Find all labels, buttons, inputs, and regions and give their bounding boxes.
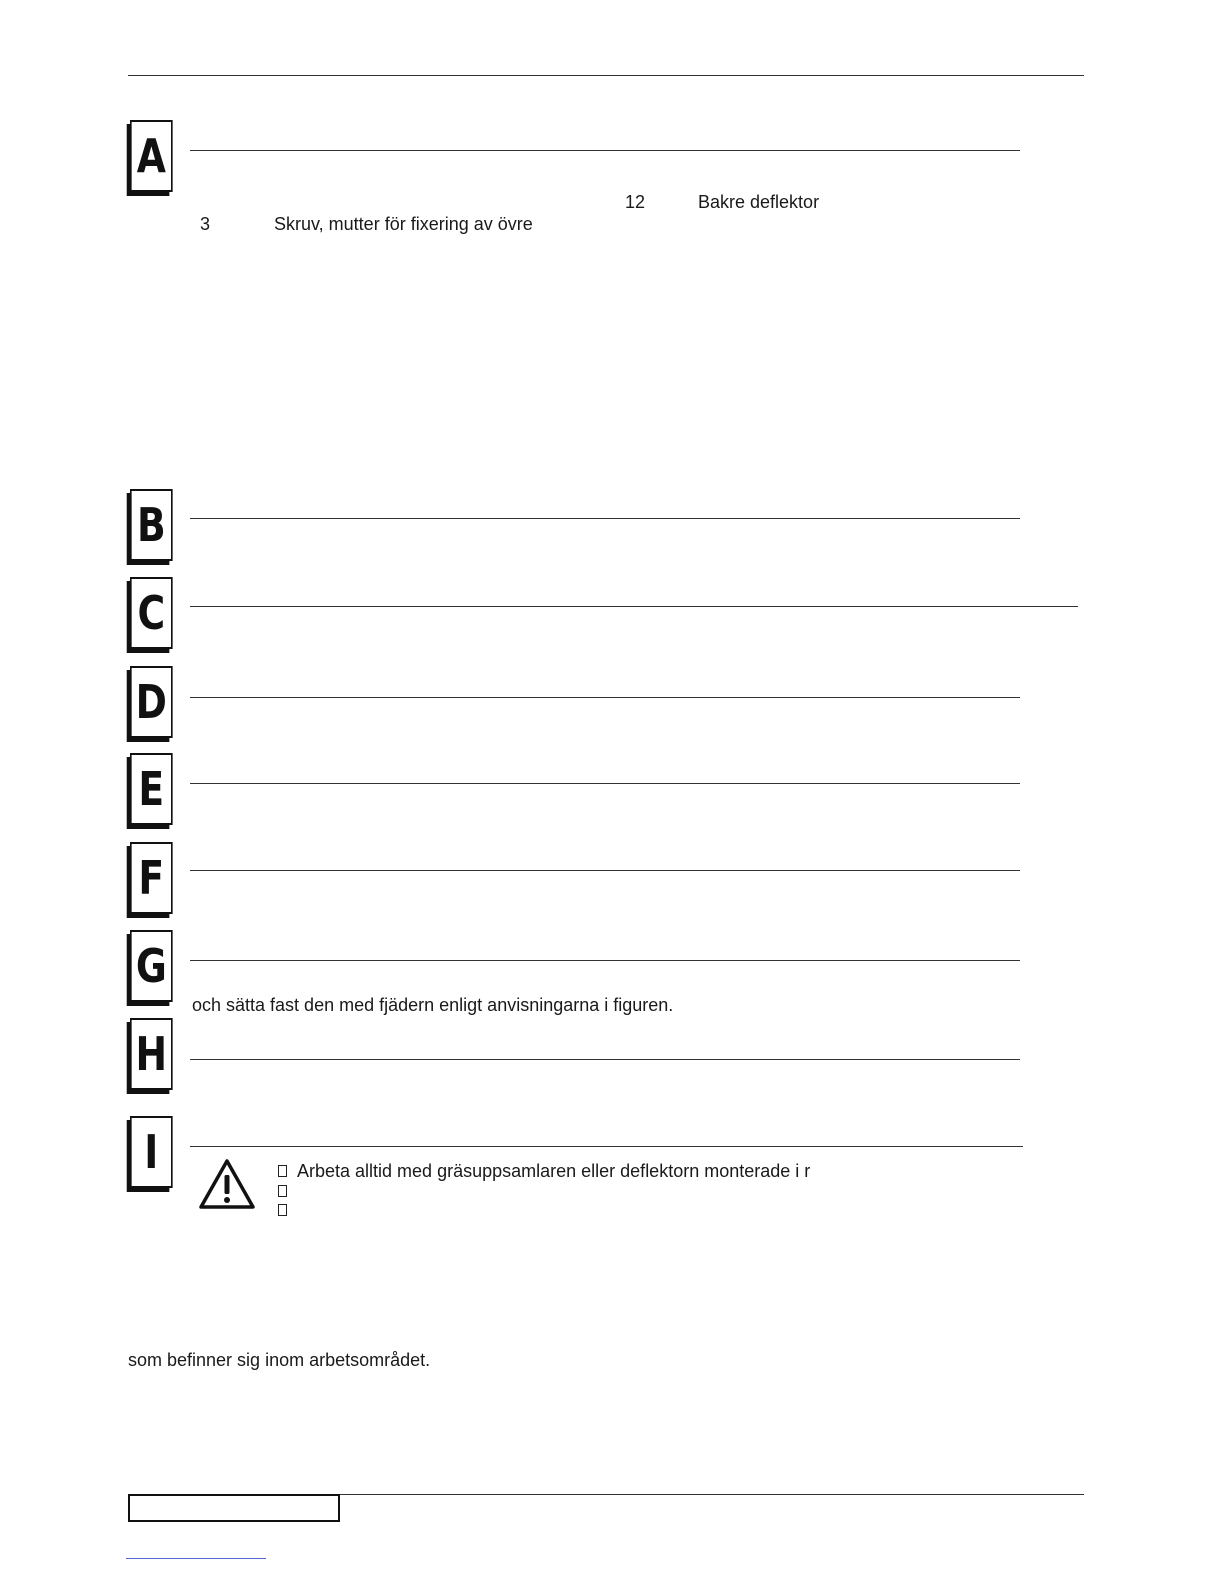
warning-triangle-icon <box>198 1158 256 1210</box>
section-badge-c: C <box>130 577 173 649</box>
section-badge-g: G <box>130 930 173 1002</box>
section-e-rule <box>190 783 1020 784</box>
section-badge-e: E <box>130 753 173 825</box>
work-area-text: som befinner sig inom arbetsområdet. <box>128 1350 431 1370</box>
item-12-label: Bakre deflektor <box>698 192 820 212</box>
section-badge-i: I <box>130 1116 173 1188</box>
section-g-text: och sätta fast den med fjädern enligt anvisningarna i figuren. <box>192 995 674 1015</box>
item-3-number: 3 <box>200 214 211 234</box>
section-badge-a: A <box>130 120 173 192</box>
section-h-rule <box>190 1059 1020 1060</box>
section-f-rule <box>190 870 1020 871</box>
section-badge-f: F <box>130 842 173 914</box>
section-badge-h: H <box>130 1018 173 1090</box>
bullet-icon <box>278 1185 287 1197</box>
footer-box <box>128 1494 340 1522</box>
section-g-rule <box>190 960 1020 961</box>
section-b-rule <box>190 518 1020 519</box>
section-c-rule <box>190 606 1078 607</box>
header-rule <box>128 75 1084 76</box>
bullet-icon <box>278 1165 287 1177</box>
section-a-rule <box>190 150 1020 151</box>
section-d-rule <box>190 697 1020 698</box>
section-badge-b: B <box>130 489 173 561</box>
warning-bullet-text: Arbeta alltid med gräsuppsamlaren eller deflektorn monterade i r <box>297 1161 811 1181</box>
item-12-number: 12 <box>625 192 646 212</box>
section-badge-d: D <box>130 666 173 738</box>
item-3-label: Skruv, mutter för fixering av övre <box>274 214 533 234</box>
footer-link-underline[interactable] <box>126 1558 266 1559</box>
section-i-rule <box>190 1146 1023 1147</box>
bullet-icon <box>278 1204 287 1216</box>
